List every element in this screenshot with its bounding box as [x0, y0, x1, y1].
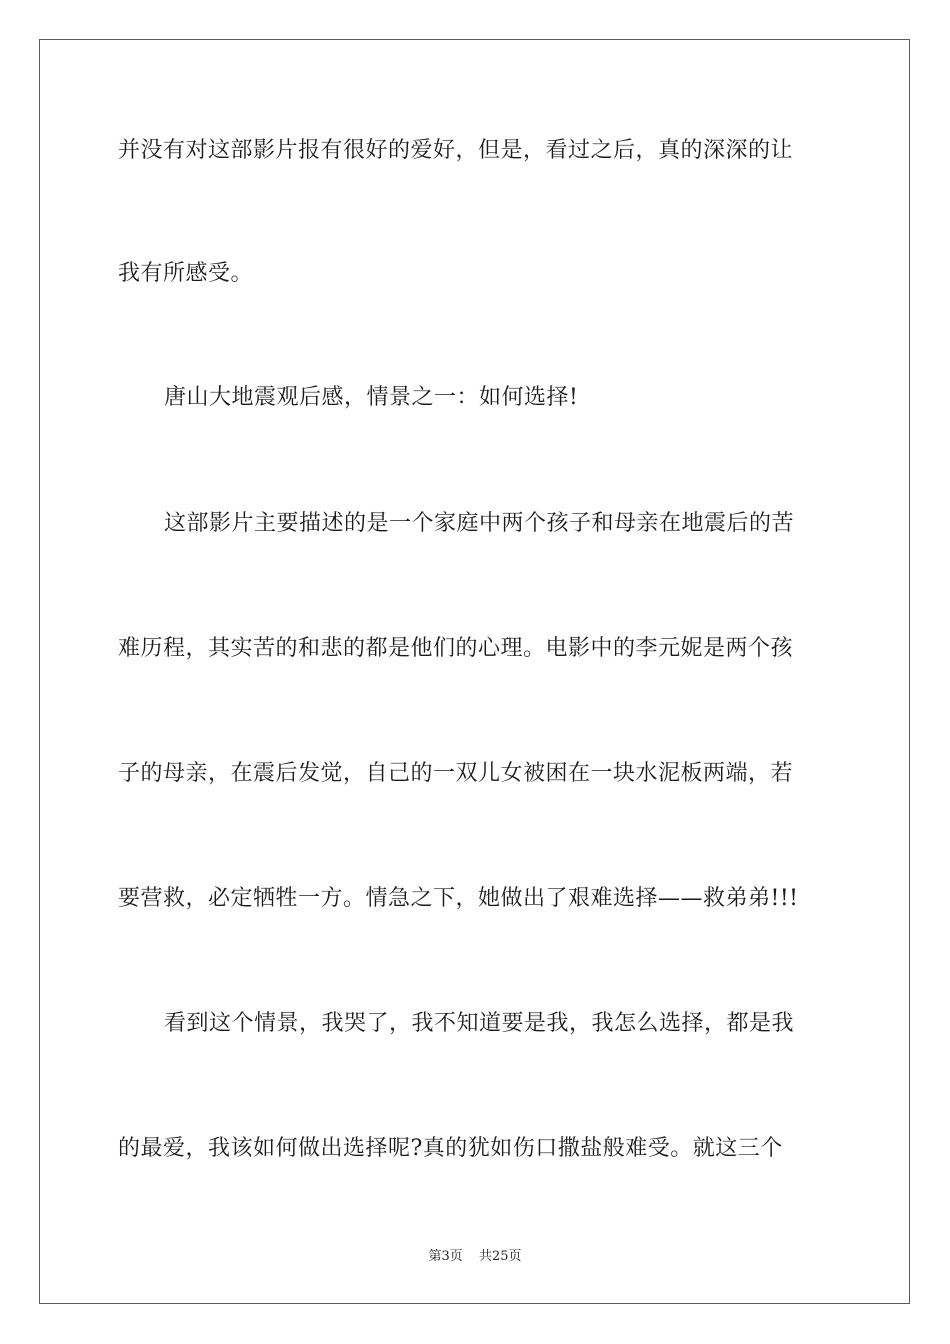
text-line-6: 子的母亲，在震后发觉，自己的一双儿女被困在一块水泥板两端，若 — [118, 761, 794, 786]
page-number: 第3页 — [428, 1249, 463, 1264]
text-line-4: 这部影片主要描述的是一个家庭中两个孩子和母亲在地震后的苦 — [164, 511, 795, 536]
text-line-1: 并没有对这部影片报有很好的爱好，但是，看过之后，真的深深的让 — [118, 138, 794, 163]
text-line-9: 的最爱，我该如何做出选择呢?真的犹如伤口撒盐般难受。就这三个 — [118, 1136, 783, 1161]
text-line-5: 难历程，其实苦的和悲的都是他们的心理。电影中的李元妮是两个孩 — [118, 636, 794, 661]
text-line-7: 要营救，必定牺牲一方。情急之下，她做出了艰难选择——救弟弟!!! — [118, 886, 799, 911]
section-heading: 唐山大地震观后感，情景之一：如何选择! — [164, 385, 579, 410]
page-border — [39, 39, 910, 1304]
page-footer — [0, 1245, 950, 1264]
text-line-2: 我有所感受。 — [118, 261, 254, 286]
text-line-8: 看到这个情景，我哭了，我不知道要是我，我怎么选择，都是我 — [164, 1011, 795, 1036]
page-total: 共25页 — [478, 1249, 522, 1264]
